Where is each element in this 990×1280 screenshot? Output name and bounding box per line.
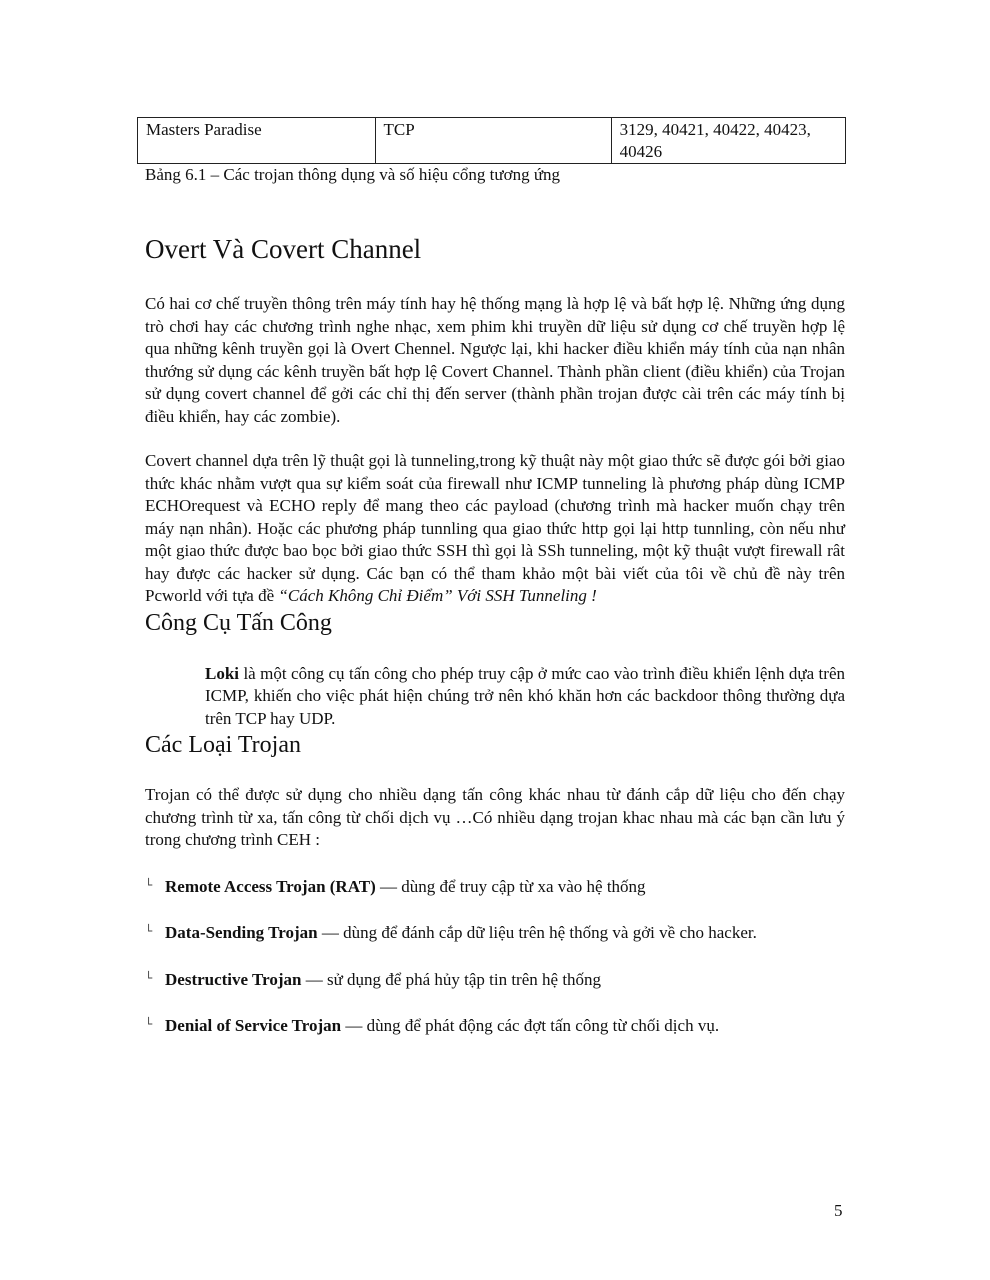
heading-overt-covert: Overt Và Covert Channel: [145, 234, 422, 264]
paragraph-tunneling-text: Covert channel dựa trên lỹ thuật gọi là tunneling,trong kỹ thuật này một giao thức sẽ được gói bởi giao thức khác nhằm vượt qua sự kiểm soát của firewall như ICMP tunneling là phương pháp dùng ICMP ECHOrequest và ECHO reply để mang theo các payload (chương trình mà hacker muốn chạy trên máy nạn nhân). Hoặc các phương pháp tunnling qua giao thức http gọi lại http tunnling, còn nếu như một giao thức được bao bọc bởi giao thức SSH thì gọi là SSh tunneling, một kỹ thuật vượt firewall rât hay được các hacker sử dụng. Các bạn có thể tham khảo một bài viết của tôi về chủ đề này trên Pcworld với tựa đề: [145, 451, 845, 605]
article-title: “Cách Không Chỉ Điểm” Với SSH Tunneling !: [278, 586, 597, 605]
list-item-description: — dùng để phát động các đợt tấn công từ chối dịch vụ.: [341, 1016, 720, 1035]
list-item-description: — dùng để truy cập từ xa vào hệ thống: [375, 876, 646, 896]
table-cell-protocol: TCP: [375, 118, 611, 164]
page-content: [145, 117, 845, 1038]
table-row: [138, 118, 846, 164]
list-item: [145, 1013, 845, 1038]
paragraph-overt-covert: Có hai cơ chế truyền thông trên máy tính hay hệ thống mạng là hợp lệ và bất hợp lệ. Những ứng dụng trò chơi hay các chương trình nghe nhạc, xem phim khi truyền dữ liệu sử dụng cơ chế truyền hợp lệ qua những kênh truyền gọi là Overt Chennel. Ngược lại, khi hacker điều khiển máy tính của nạn nhân thướng sử dụng các kênh truyền bất hợp lệ Covert Channel. Thành phần client (điều khiển) của Trojan sử dụng covert channel để gởi các chỉ thị đến server (thành phần trojan được cài trên các máy tính bị điều khiển, hay các zombie).: [145, 294, 845, 426]
table-cell-ports: 3129, 40421, 40422, 40423, 40426: [611, 118, 845, 164]
paragraph-trojan-types-intro: Trojan có thể được sử dụng cho nhiều dạng tấn công khác nhau từ đánh cắp dữ liệu cho đến chạy chương trình từ xa, tấn công từ chối dịch vụ …Có nhiều dạng trojan khac nhau mà các bạn cần lưu ý trong chương trình CEH :: [145, 785, 845, 849]
list-item-term: Destructive Trojan: [165, 969, 302, 989]
list-item-term: Remote Access Trojan (RAT): [165, 876, 376, 896]
list-item-description: — sử dụng để phá hủy tập tin trên hệ thống: [301, 969, 602, 989]
list-item-term: Denial of Service Trojan: [165, 1016, 342, 1035]
table-cell-trojan-name: Masters Paradise: [138, 118, 376, 164]
list-item: [145, 967, 845, 992]
trojan-ports-table: [137, 117, 846, 164]
list-item: [145, 874, 845, 899]
bullet-corner-icon: └: [145, 970, 153, 985]
page-number: 5: [834, 1201, 843, 1220]
bullet-corner-icon: └: [145, 877, 153, 892]
list-item: [145, 920, 845, 945]
list-item-term: Data-Sending Trojan: [165, 923, 318, 942]
table-caption: Bảng 6.1 – Các trojan thông dụng và số hiệu cổng tương ứng: [145, 165, 561, 184]
loki-description: là một công cụ tấn công cho phép truy cập ở mức cao vào trình điều khiển lệnh dựa trên ICMP, khiến cho việc phát hiện chúng trở nên khó khăn hơn các backdoor thông thường dựa trên TCP hay UDP.: [205, 663, 845, 728]
heading-attack-tools: Công Cụ Tấn Công: [145, 609, 332, 636]
heading-trojan-types: Các Loại Trojan: [145, 732, 301, 758]
list-item-description: — dùng để đánh cắp dữ liệu trên hệ thống và gởi về cho hacker.: [317, 923, 757, 942]
paragraph-tunneling: [145, 450, 845, 608]
paragraph-loki: [205, 663, 845, 731]
bullet-corner-icon: └: [145, 1017, 153, 1031]
bullet-corner-icon: └: [145, 924, 153, 938]
loki-term: Loki: [205, 663, 240, 683]
